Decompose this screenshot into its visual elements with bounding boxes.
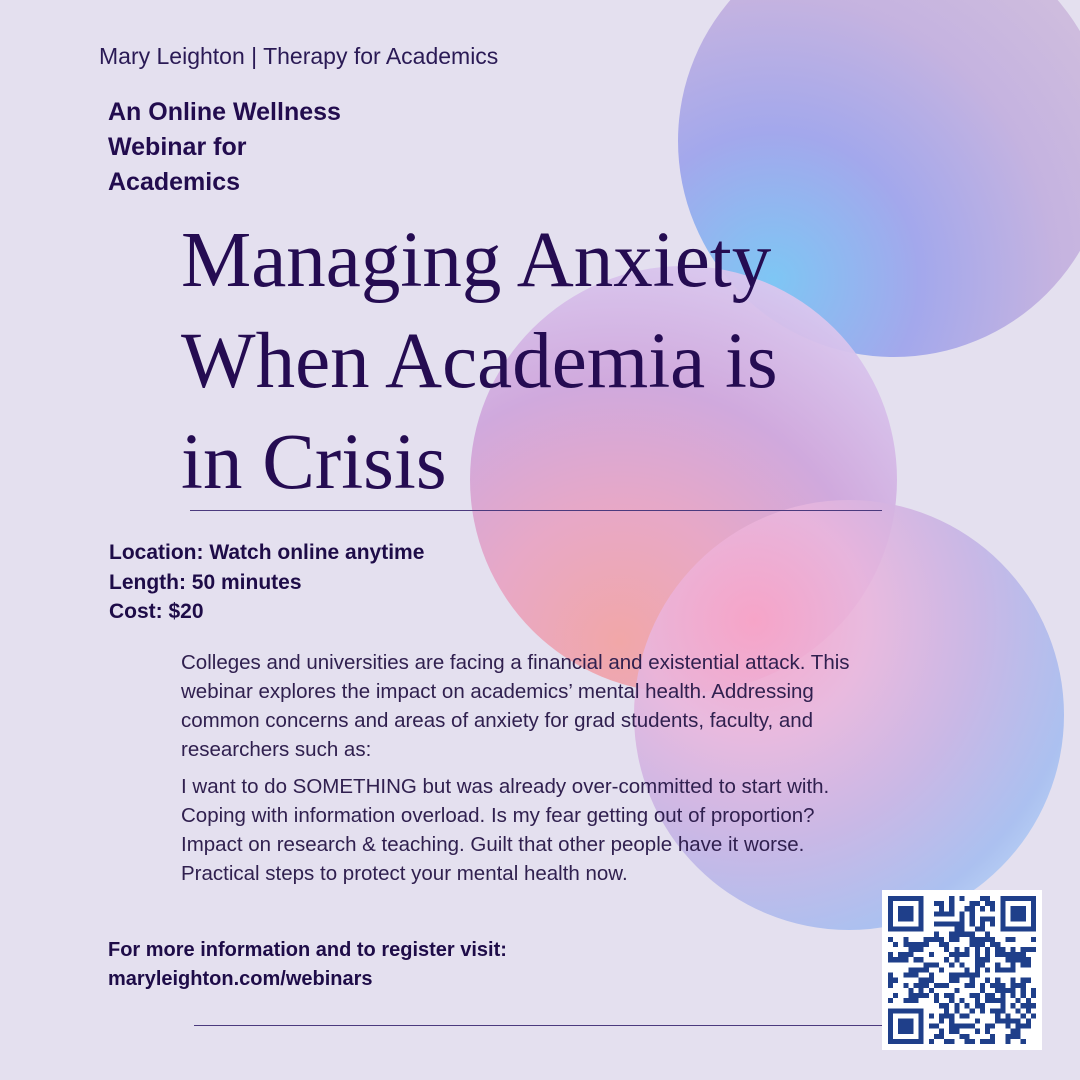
- page-title: [181, 210, 881, 513]
- qr-code[interactable]: [882, 890, 1042, 1050]
- event-details: [109, 538, 424, 627]
- title-line: in Crisis: [181, 419, 447, 506]
- kicker-line: An Online Wellness: [108, 98, 341, 126]
- cta-text: For more information and to register visit:: [108, 939, 507, 961]
- kicker-line: Webinar for: [108, 133, 247, 161]
- webinar-kicker: [108, 95, 341, 200]
- divider-bottom: [194, 1025, 884, 1026]
- cost-detail: Cost: $20: [109, 600, 204, 623]
- description-paragraph-intro: Colleges and universities are facing a financial and existential attack. This webinar explores the impact on academics’ mental health. Addressing common concerns and areas of anxiety for grad students, faculty, and researchers such as:: [181, 651, 850, 761]
- description: [181, 648, 881, 888]
- call-to-action: [108, 936, 507, 993]
- qr-code-icon: [888, 896, 1036, 1044]
- registration-link[interactable]: maryleighton.com/webinars: [108, 967, 373, 990]
- length-detail: Length: 50 minutes: [109, 570, 302, 594]
- divider-top: [190, 510, 882, 511]
- title-line: When Academia is: [181, 318, 778, 405]
- brand-line: Mary Leighton | Therapy for Academics: [99, 43, 499, 69]
- location-detail: Location: Watch online anytime: [109, 541, 425, 564]
- kicker-line: Academics: [108, 168, 241, 196]
- description-paragraph-topics: I want to do SOMETHING but was already over-committed to start with. Coping with information overload. Is my fear getting out of proportion? Impact on research & teaching. Guilt that other people have it worse. Practical steps to protect your mental health now.: [181, 775, 830, 885]
- title-line: Managing Anxiety: [181, 217, 772, 304]
